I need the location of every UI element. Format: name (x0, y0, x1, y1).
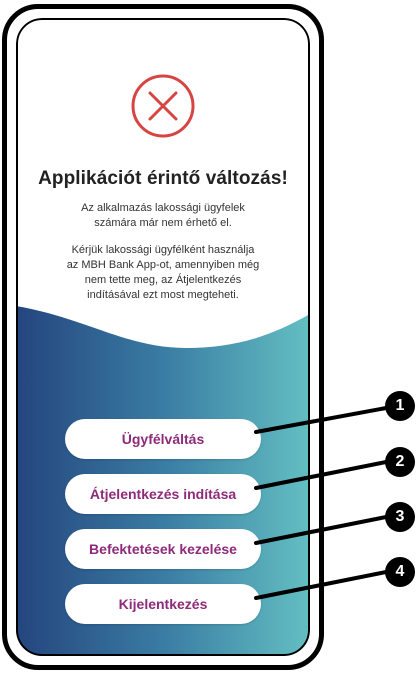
dialog-title: Applikációt érintő változás! (38, 168, 288, 189)
app-screen (16, 18, 310, 656)
callout-badge-3: 3 (385, 502, 415, 532)
message-line: nem tette meg, az Átjelentkezés (84, 274, 242, 286)
message-line: számára már nem érhető el. (94, 217, 232, 229)
logout-button[interactable]: Kijelentkezés (65, 584, 261, 624)
close-circle-icon (130, 73, 196, 139)
phone-frame (2, 4, 324, 670)
start-transfer-button[interactable]: Átjelentkezés indítása (65, 474, 261, 514)
manage-investments-button[interactable]: Befektetések kezelése (65, 529, 261, 569)
callout-badge-2: 2 (385, 447, 415, 477)
callout-badge-4: 4 (385, 557, 415, 587)
switch-client-button[interactable]: Ügyfélváltás (65, 419, 261, 459)
callout-badge-1: 1 (385, 391, 415, 421)
dialog-message-secondary (36, 243, 290, 303)
message-line: Az alkalmazás lakossági ügyfelek (81, 202, 245, 214)
message-line: az MBH Bank App-ot, amennyiben még (66, 259, 260, 271)
dialog-message (36, 201, 290, 231)
message-line: Kérjük lakossági ügyfélként használja (71, 244, 255, 256)
message-line: indításával ezt most megteheti. (87, 289, 239, 301)
